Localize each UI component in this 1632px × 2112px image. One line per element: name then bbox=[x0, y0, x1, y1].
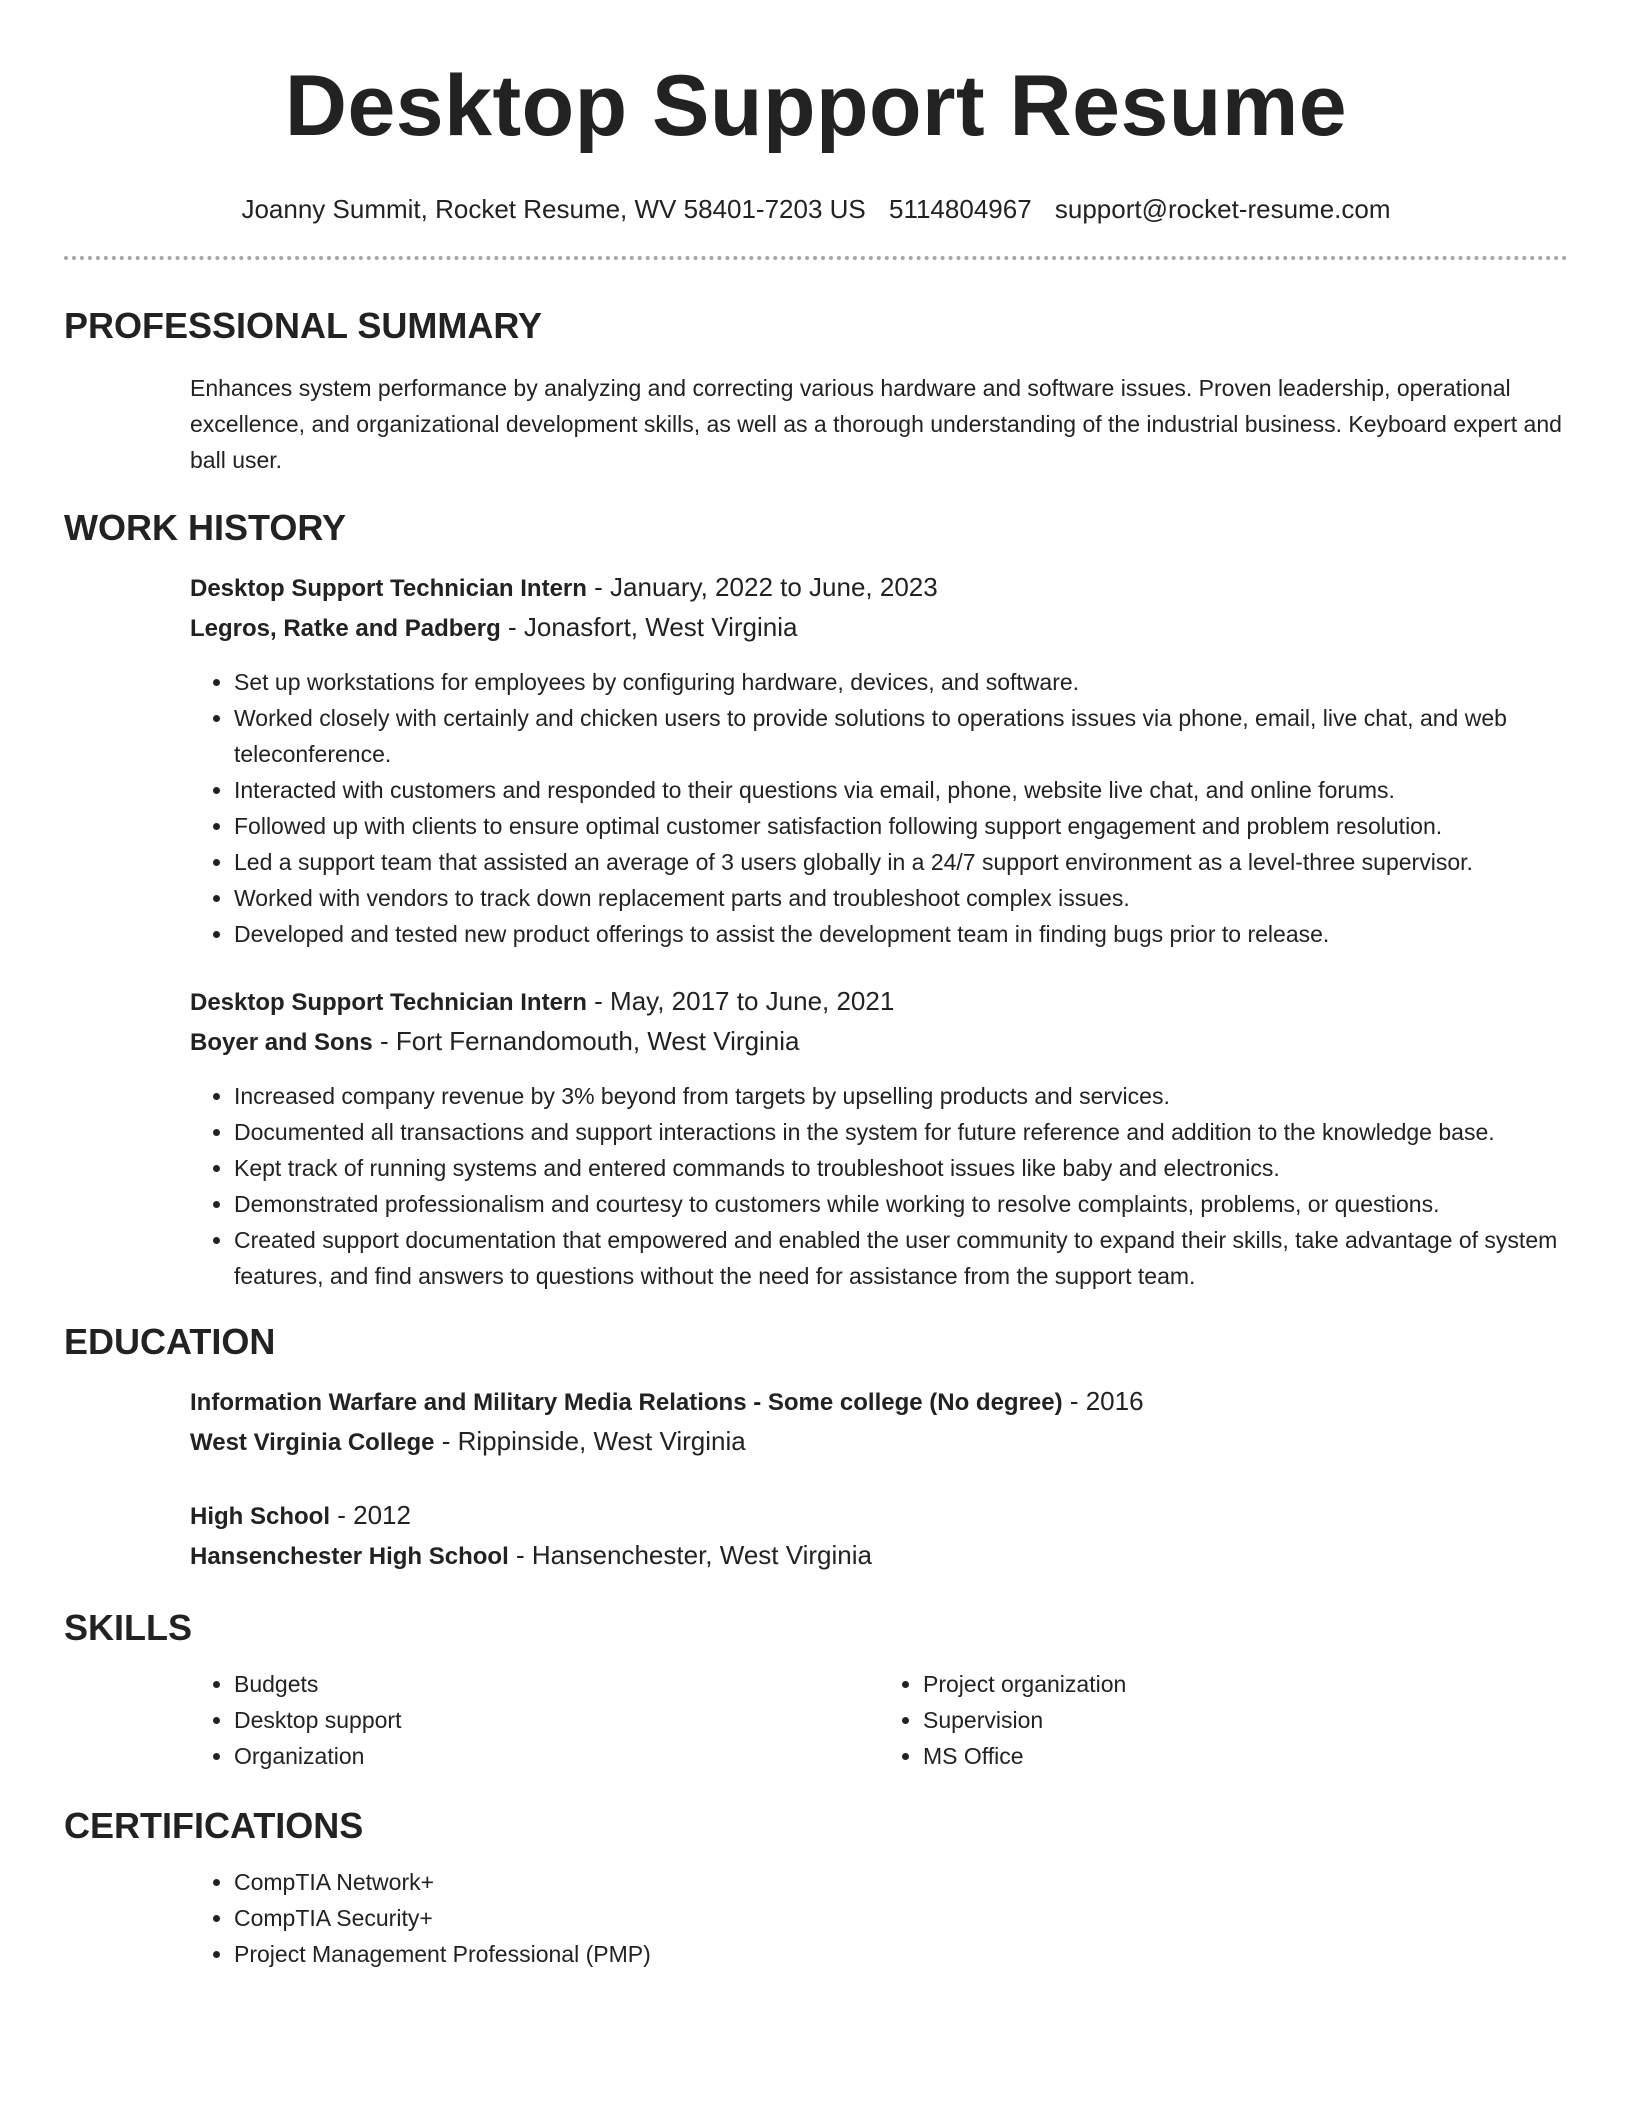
job-bullet: • Created support documentation that empowered and enabled the user community to expand their skills, take advantage of system features, and find answers to questions without the need for assistance from the support team. bbox=[234, 1222, 1568, 1294]
job-title: Desktop Support Technician Intern bbox=[190, 989, 587, 1016]
education-degree: High School bbox=[190, 1503, 330, 1530]
job-entry bbox=[64, 982, 1568, 1294]
education-school: Hansenchester High School bbox=[190, 1543, 509, 1570]
education-heading: EDUCATION bbox=[64, 1321, 276, 1362]
education-section bbox=[64, 1320, 1568, 1576]
job-location: - Jonasfort, West Virginia bbox=[500, 612, 798, 642]
header-divider bbox=[64, 256, 1568, 260]
job-bullet: • Worked with vendors to track down replacement parts and troubleshoot complex issues. bbox=[234, 880, 1568, 916]
education-degree-line bbox=[190, 1382, 1568, 1422]
education-school-line bbox=[190, 1422, 1568, 1462]
skill-item: • Budgets bbox=[234, 1666, 879, 1702]
job-bullet: • Increased company revenue by 3% beyond from targets by upselling products and services. bbox=[234, 1078, 1568, 1114]
skills-section bbox=[64, 1606, 1568, 1774]
job-bullets bbox=[190, 664, 1568, 952]
skills-column-right bbox=[879, 1666, 1568, 1774]
job-company-line bbox=[190, 608, 1568, 648]
job-company: Boyer and Sons bbox=[190, 1029, 373, 1056]
job-dates: - January, 2022 to June, 2023 bbox=[586, 572, 938, 602]
certifications-heading: CERTIFICATIONS bbox=[64, 1805, 364, 1846]
job-bullet: • Kept track of running systems and entered commands to troubleshoot issues like baby and electronics. bbox=[234, 1150, 1568, 1186]
skill-item: • Organization bbox=[234, 1738, 879, 1774]
education-school: West Virginia College bbox=[190, 1429, 435, 1456]
job-title-line bbox=[190, 568, 1568, 608]
summary-heading: PROFESSIONAL SUMMARY bbox=[64, 305, 543, 346]
job-bullet: • Led a support team that assisted an average of 3 users globally in a 24/7 support environment as a level-three supervisor. bbox=[234, 844, 1568, 880]
job-bullet: • Worked closely with certainly and chicken users to provide solutions to operations issues via phone, email, live chat, and web teleconference. bbox=[234, 700, 1568, 772]
job-dates: - May, 2017 to June, 2021 bbox=[586, 986, 895, 1016]
skill-item: • Project organization bbox=[923, 1666, 1568, 1702]
summary-text: Enhances system performance by analyzing and correcting various hardware and software issues. Proven leadership, operational excellence, and organizational development skills, as well as a thorough understanding of the industrial business. Keyboard expert and ball user. bbox=[190, 375, 1562, 473]
skill-item: • MS Office bbox=[923, 1738, 1568, 1774]
resume-title: Desktop Support Resume bbox=[284, 58, 1348, 154]
education-entry bbox=[64, 1496, 1568, 1576]
education-entry bbox=[64, 1382, 1568, 1462]
education-location: - Rippinside, West Virginia bbox=[434, 1426, 746, 1456]
job-bullet: • Set up workstations for employees by configuring hardware, devices, and software. bbox=[234, 664, 1568, 700]
contact-line bbox=[64, 192, 1568, 226]
contact-phone: 5114804967 bbox=[888, 194, 1032, 224]
job-title-line bbox=[190, 982, 1568, 1022]
job-entry bbox=[64, 568, 1568, 952]
skills-grid bbox=[64, 1666, 1568, 1774]
job-bullet: • Interacted with customers and responded to their questions via email, phone, website live chat, and online forums. bbox=[234, 772, 1568, 808]
summary-section bbox=[64, 304, 1568, 478]
job-location: - Fort Fernandomouth, West Virginia bbox=[372, 1026, 800, 1056]
job-bullet: • Developed and tested new product offerings to assist the development team in finding bugs prior to release. bbox=[234, 916, 1568, 952]
certification-item: • CompTIA Network+ bbox=[234, 1864, 1568, 1900]
job-bullet: • Followed up with clients to ensure optimal customer satisfaction following support engagement and problem resolution. bbox=[234, 808, 1568, 844]
education-school-line bbox=[190, 1536, 1568, 1576]
job-bullet: • Demonstrated professionalism and courtesy to customers while working to resolve complaints, problems, or questions. bbox=[234, 1186, 1568, 1222]
job-bullets bbox=[190, 1078, 1568, 1294]
education-degree: Information Warfare and Military Media Relations - Some college (No degree) bbox=[190, 1389, 1063, 1416]
work-heading: WORK HISTORY bbox=[64, 507, 347, 548]
education-year: - 2016 bbox=[1062, 1386, 1144, 1416]
education-degree-line bbox=[190, 1496, 1568, 1536]
work-section bbox=[64, 506, 1568, 1294]
skills-heading: SKILLS bbox=[64, 1607, 193, 1648]
skill-item: • Desktop support bbox=[234, 1702, 879, 1738]
job-title: Desktop Support Technician Intern bbox=[190, 575, 587, 602]
job-bullet: • Documented all transactions and support interactions in the system for future reference and addition to the knowledge base. bbox=[234, 1114, 1568, 1150]
job-company-line bbox=[190, 1022, 1568, 1062]
certifications-section bbox=[64, 1804, 1568, 1972]
certification-item: • CompTIA Security+ bbox=[234, 1900, 1568, 1936]
education-year: - 2012 bbox=[330, 1500, 411, 1530]
skill-item: • Supervision bbox=[923, 1702, 1568, 1738]
contact-email: support@rocket-resume.com bbox=[1054, 194, 1391, 224]
contact-address: Joanny Summit, Rocket Resume, WV 58401-7203 US bbox=[241, 194, 866, 224]
education-location: - Hansenchester, West Virginia bbox=[508, 1540, 872, 1570]
certifications-list bbox=[190, 1864, 1568, 1972]
skills-column-left bbox=[190, 1666, 879, 1774]
certifications-list-wrap bbox=[64, 1864, 1568, 1972]
certification-item: • Project Management Professional (PMP) bbox=[234, 1936, 1568, 1972]
job-company: Legros, Ratke and Padberg bbox=[190, 615, 501, 642]
